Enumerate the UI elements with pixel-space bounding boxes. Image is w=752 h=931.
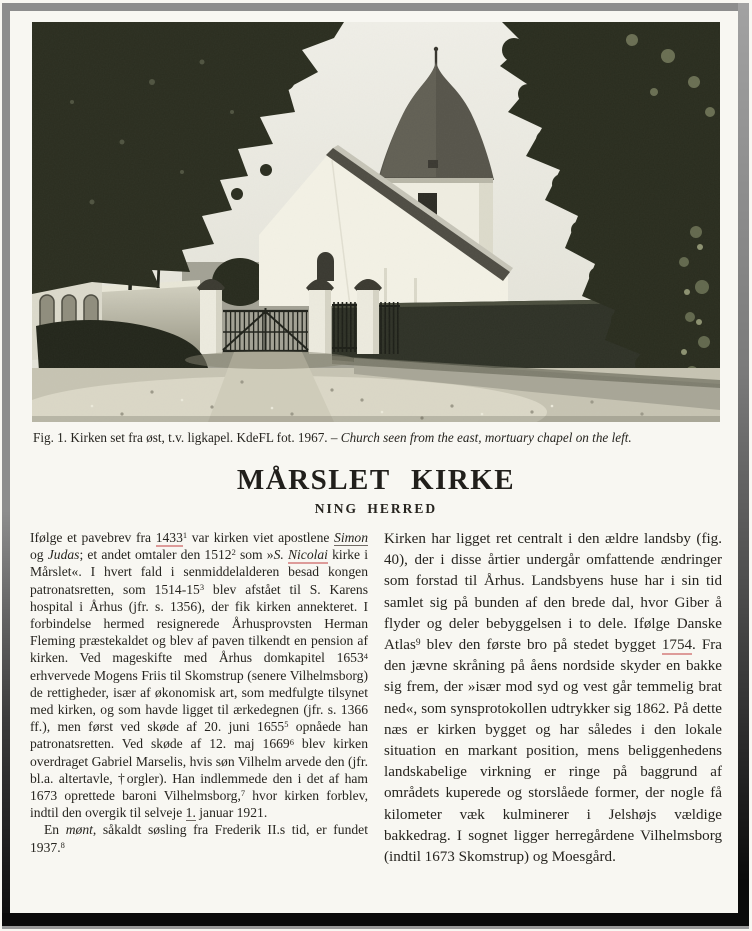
article-title: MÅRSLET KIRKE bbox=[236, 464, 516, 496]
scan-edge-bottom-outer bbox=[2, 926, 749, 929]
scan-edge-right bbox=[738, 3, 749, 927]
text-columns bbox=[30, 529, 722, 911]
church-photo bbox=[32, 22, 720, 422]
paragraph: En mønt, såkaldt søsling fra Frederik II.s tid, er fundet 1937.$^8$ bbox=[30, 822, 368, 855]
church-photo-svg bbox=[32, 22, 720, 422]
right-column bbox=[384, 529, 722, 911]
caption-danish: Fig. 1. Kirken set fra øst, t.v. ligkapel. KdeFL fot. 1967. – bbox=[33, 430, 341, 445]
caption-english: Church seen from the east, mortuary chapel on the left. bbox=[340, 430, 632, 445]
figure-caption bbox=[33, 430, 719, 446]
photo-grain bbox=[32, 22, 720, 422]
left-column bbox=[30, 529, 368, 911]
paragraph: Kirken har ligget ret centralt i den ældre landsby (fig. 40), der i disse årtier undergår omfattende ændringer som forstad til Århus. Landsbyens huse har i sin tid samlet sig på bunden af den brede dal, hvor Giber å flyder og deler bebyggelsen i to dele. Ifølge Danske Atlas$^9$ blev den første bro på stedet bygget 1754. Fra den jævne skråning på åens nordside skyder en bakke sig frem, der »især mod syd og vest går temmelig brat ned«, som synsprotokollen udtrykker sig 1862. På dette næs er kirken bygget og har således i den lokale situation en markant position, mens beliggenhedens landskabelige virkning er ringe på baggrund af områdets kuperede og storslåede former, der nogle få kilometer væk kulminerer i Jelshøjs vældige bakkedrag. I sognet ligger herregårdene Vilhelmsborg (indtil 1673 Skomstrup) og Moesgård. bbox=[384, 531, 722, 866]
article-subtitle: NING HERRED bbox=[314, 501, 438, 516]
paragraph: Ifølge et pavebrev fra 1433$^1$ var kirken viet apostlene Simon og Judas; et andet omtaler den 1512$^2$ som »S. Nicolai kirke i Mårslet«. I hvert fald i senmiddelalderen besad kongen patronatsretten, som $1514-15^3$ blev afstået til S. Karens hospital i Århus (jfr. s. 1356), der fik kirken annekteret. I forbindelse hermed resignerede Århusprovsten Herman Fleming præstekaldet og blev af paven tilkendt en pension af kirken. Ved mageskifte med Århus domkapitel 1653$^4$ erhvervede Mogens Friis til Skomstrup (senere Vilhelmsborg) de rettigheder, især af økonomisk art, som medfulgte tilsynet med kirken, og som havde ligget til ærkedegnen (jfr. s. 1366 ff.), men først ved skøde af 20. juni 1655$^5$ opnåede han patronatsretten. Ved skøde af 12. maj 1669$^6$ blev kirken overdraget Gabriel Marselis, hvis søn Vilhelm arvede den (jfr. bl.a. altertavle, †orgler). Han indlemmede den i det af ham 1673 oprettede baroni Vilhelmsborg,$^7$ hvor kirken forblev, indtil den overgik til selveje 1. januar 1921. bbox=[30, 530, 369, 821]
scan-edge-bottom bbox=[2, 913, 749, 926]
scan-edge-top bbox=[2, 3, 748, 11]
scan-edge-left bbox=[2, 3, 10, 927]
